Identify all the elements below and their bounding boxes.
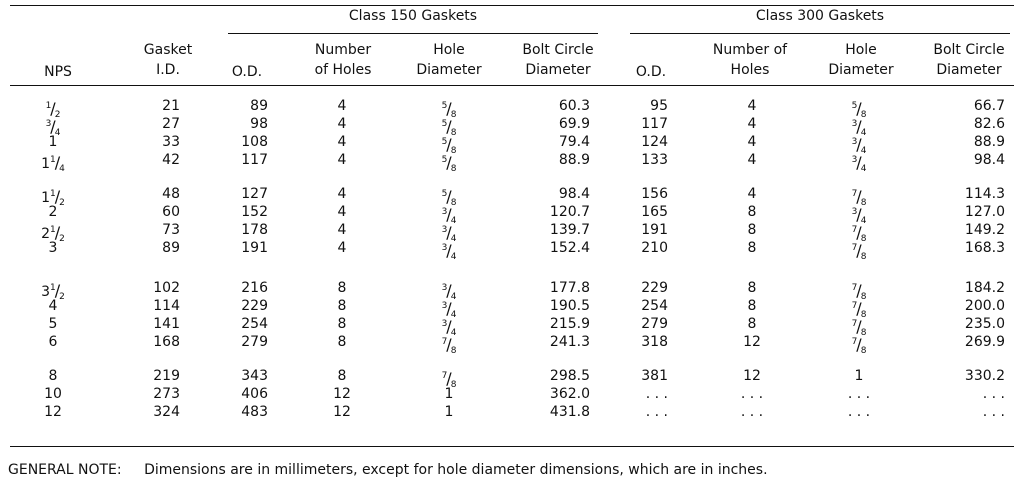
cell-gasket-id: 42: [162, 152, 180, 168]
col-header-bolt-circle-150: Bolt Circle Diameter: [522, 42, 594, 78]
cell-bolt-circle-150: 298.5: [549, 368, 590, 384]
cell-gasket-id: 73: [162, 222, 180, 238]
cell-od-300: 381: [641, 368, 668, 384]
cell-od-150: 406: [241, 386, 268, 402]
col-header-num-holes-150: Number of Holes: [314, 42, 372, 78]
cell-num-holes-150: 4: [337, 116, 347, 132]
cell-nps: 4: [48, 298, 58, 314]
general-note: [8, 462, 768, 478]
fraction: $^7/_8$: [441, 369, 457, 390]
cell-bolt-circle-150: 98.4: [558, 186, 590, 202]
fraction: $^3/_4$: [851, 117, 867, 138]
cell-nps: $1^1/_4$: [28, 151, 78, 178]
cell-od-300: . . .: [645, 386, 668, 402]
cell-gasket-id: 102: [153, 280, 180, 296]
fraction: $^7/_8$: [851, 223, 867, 244]
cell-nps: 1: [48, 134, 58, 150]
cell-hole-dia-300: [834, 239, 884, 266]
cell-num-holes-300: 8: [747, 240, 757, 256]
fraction: $^1/_2$: [45, 99, 61, 120]
cell-hole-dia-150: 1: [444, 404, 454, 420]
group-rule-class150: [228, 33, 598, 34]
cell-od-150: 229: [241, 298, 268, 314]
cell-bolt-circle-150: 120.7: [549, 204, 590, 220]
fraction: $^7/_8$: [851, 317, 867, 338]
col-header-bolt-circle-300: Bolt Circle Diameter: [933, 42, 1005, 78]
cell-hole-dia-150: [424, 151, 474, 178]
cell-gasket-id: 141: [153, 316, 180, 332]
cell-od-300: 229: [641, 280, 668, 296]
fraction: $^3/_4$: [441, 223, 457, 244]
fraction: $^7/_8$: [851, 335, 867, 356]
cell-gasket-id: 21: [162, 98, 180, 114]
col-header-od-150: O.D.: [231, 64, 263, 80]
cell-num-holes-300: 8: [747, 298, 757, 314]
cell-bolt-circle-150: 69.9: [558, 116, 590, 132]
fraction: $^7/_8$: [851, 241, 867, 262]
cell-nps: $3^1/_2$: [28, 279, 78, 306]
fraction: $^5/_8$: [441, 153, 457, 174]
cell-num-holes-150: 8: [337, 334, 347, 350]
cell-bolt-circle-150: 60.3: [558, 98, 590, 114]
cell-num-holes-300: 8: [747, 222, 757, 238]
col-header-gasket-id: Gasket I.D.: [143, 42, 193, 78]
fraction: $^1/_2$: [50, 187, 65, 208]
fraction: $^3/_4$: [441, 317, 457, 338]
cell-bolt-circle-300: 269.9: [964, 334, 1005, 350]
cell-num-holes-150: 4: [337, 222, 347, 238]
fraction: $^5/_8$: [441, 117, 457, 138]
cell-bolt-circle-150: 190.5: [549, 298, 590, 314]
cell-bolt-circle-300: 66.7: [973, 98, 1005, 114]
cell-num-holes-150: 8: [337, 368, 347, 384]
col-header-od-300: O.D.: [635, 64, 667, 80]
fraction: $^3/_4$: [441, 281, 457, 302]
cell-od-150: 279: [241, 334, 268, 350]
cell-nps: 5: [48, 316, 58, 332]
cell-num-holes-300: 4: [747, 134, 757, 150]
fraction: $^7/_8$: [851, 187, 867, 208]
cell-bolt-circle-300: 149.2: [964, 222, 1005, 238]
cell-bolt-circle-150: 88.9: [558, 152, 590, 168]
cell-od-300: 191: [641, 222, 668, 238]
fraction: $^3/_4$: [45, 117, 61, 138]
cell-nps: $1^1/_2$: [28, 185, 78, 212]
fraction: $^7/_8$: [851, 281, 867, 302]
cell-nps: 6: [48, 334, 58, 350]
cell-num-holes-300: 4: [747, 116, 757, 132]
cell-num-holes-150: 4: [337, 186, 347, 202]
fraction: $^3/_4$: [441, 299, 457, 320]
fraction: $^1/_2$: [50, 223, 65, 244]
fraction: $^1/_4$: [50, 153, 65, 174]
cell-nps: 2: [48, 204, 58, 220]
cell-num-holes-150: 12: [333, 404, 351, 420]
cell-od-300: 279: [641, 316, 668, 332]
fraction: $^7/_8$: [441, 335, 457, 356]
cell-od-150: 254: [241, 316, 268, 332]
cell-nps: 8: [48, 368, 58, 384]
cell-num-holes-300: 4: [747, 152, 757, 168]
fraction: $^5/_8$: [851, 99, 867, 120]
cell-num-holes-300: 4: [747, 98, 757, 114]
col-header-hole-dia-300: Hole Diameter: [828, 42, 894, 78]
table-bottom-rule: [10, 446, 1014, 447]
col-header-nps: NPS: [44, 64, 72, 80]
cell-bolt-circle-300: 168.3: [964, 240, 1005, 256]
cell-num-holes-300: 12: [743, 368, 761, 384]
cell-od-300: 124: [641, 134, 668, 150]
cell-nps: $2^1/_2$: [28, 221, 78, 248]
cell-gasket-id: 114: [153, 298, 180, 314]
cell-od-150: 117: [241, 152, 268, 168]
col-header-hole-dia-150: Hole Diameter: [416, 42, 482, 78]
cell-num-holes-300: 8: [747, 204, 757, 220]
fraction: $^3/_4$: [851, 153, 867, 174]
cell-hole-dia-150: [424, 333, 474, 360]
fraction: $^5/_8$: [441, 135, 457, 156]
cell-bolt-circle-150: 362.0: [549, 386, 590, 402]
cell-bolt-circle-300: 88.9: [973, 134, 1005, 150]
cell-gasket-id: 89: [162, 240, 180, 256]
cell-od-300: 156: [641, 186, 668, 202]
fraction: $^3/_4$: [851, 205, 867, 226]
cell-bolt-circle-150: 215.9: [549, 316, 590, 332]
cell-gasket-id: 33: [162, 134, 180, 150]
cell-od-150: 108: [241, 134, 268, 150]
cell-bolt-circle-150: 152.4: [549, 240, 590, 256]
fraction: $^5/_8$: [441, 187, 457, 208]
cell-num-holes-150: 4: [337, 152, 347, 168]
cell-od-300: 254: [641, 298, 668, 314]
cell-num-holes-150: 8: [337, 316, 347, 332]
cell-od-300: 117: [641, 116, 668, 132]
cell-bolt-circle-300: 127.0: [964, 204, 1005, 220]
cell-num-holes-300: 8: [747, 280, 757, 296]
group-header-class300: Class 300 Gaskets: [755, 8, 885, 24]
cell-bolt-circle-150: 139.7: [549, 222, 590, 238]
cell-num-holes-150: 4: [337, 240, 347, 256]
cell-nps: 10: [44, 386, 62, 402]
cell-num-holes-150: 12: [333, 386, 351, 402]
cell-od-300: 165: [641, 204, 668, 220]
cell-od-150: 343: [241, 368, 268, 384]
general-note-label: GENERAL NOTE:: [8, 462, 122, 478]
cell-hole-dia-300: [834, 151, 884, 178]
cell-od-300: 210: [641, 240, 668, 256]
cell-od-150: 89: [250, 98, 268, 114]
cell-gasket-id: 48: [162, 186, 180, 202]
cell-bolt-circle-150: 79.4: [558, 134, 590, 150]
cell-od-150: 191: [241, 240, 268, 256]
cell-num-holes-300: 8: [747, 316, 757, 332]
fraction: $^5/_8$: [441, 99, 457, 120]
general-note-text: Dimensions are in millimeters, except for hole diameter dimensions, which are in inches.: [144, 462, 768, 478]
group-rule-class300: [630, 33, 1010, 34]
cell-num-holes-150: 4: [337, 204, 347, 220]
table-top-rule: [10, 5, 1014, 6]
cell-hole-dia-300: . . .: [847, 386, 871, 402]
cell-bolt-circle-150: 177.8: [549, 280, 590, 296]
cell-num-holes-300: 12: [743, 334, 761, 350]
cell-hole-dia-150: 1: [444, 386, 454, 402]
fraction: $^3/_4$: [441, 205, 457, 226]
cell-gasket-id: 324: [153, 404, 180, 420]
cell-num-holes-300: . . .: [740, 404, 764, 420]
cell-hole-dia-300: . . .: [847, 404, 871, 420]
cell-od-150: 483: [241, 404, 268, 420]
fraction: $^7/_8$: [851, 299, 867, 320]
cell-nps: 12: [44, 404, 62, 420]
cell-nps: 3: [48, 240, 58, 256]
cell-od-150: 152: [241, 204, 268, 220]
cell-bolt-circle-300: 184.2: [964, 280, 1005, 296]
cell-gasket-id: 219: [153, 368, 180, 384]
group-header-class150: Class 150 Gaskets: [348, 8, 478, 24]
cell-hole-dia-150: [424, 239, 474, 266]
cell-bolt-circle-300: 82.6: [973, 116, 1005, 132]
cell-num-holes-150: 8: [337, 298, 347, 314]
cell-gasket-id: 60: [162, 204, 180, 220]
cell-bolt-circle-300: . . .: [982, 386, 1005, 402]
cell-num-holes-150: 4: [337, 98, 347, 114]
fraction: $^3/_4$: [441, 241, 457, 262]
cell-od-150: 216: [241, 280, 268, 296]
cell-od-300: 318: [641, 334, 668, 350]
cell-od-300: 95: [650, 98, 668, 114]
cell-od-150: 127: [241, 186, 268, 202]
cell-od-150: 178: [241, 222, 268, 238]
cell-bolt-circle-150: 431.8: [549, 404, 590, 420]
cell-num-holes-300: . . .: [740, 386, 764, 402]
cell-gasket-id: 27: [162, 116, 180, 132]
header-bottom-rule: [10, 85, 1014, 86]
col-header-num-holes-300: Number of Holes: [712, 42, 788, 78]
fraction: $^1/_2$: [50, 281, 65, 302]
cell-bolt-circle-300: 235.0: [964, 316, 1005, 332]
cell-bolt-circle-300: 98.4: [973, 152, 1005, 168]
cell-gasket-id: 168: [153, 334, 180, 350]
cell-num-holes-150: 4: [337, 134, 347, 150]
cell-od-300: . . .: [645, 404, 668, 420]
cell-num-holes-150: 8: [337, 280, 347, 296]
cell-hole-dia-300: [834, 333, 884, 360]
cell-bolt-circle-300: 200.0: [964, 298, 1005, 314]
cell-bolt-circle-150: 241.3: [549, 334, 590, 350]
cell-od-300: 133: [641, 152, 668, 168]
cell-bolt-circle-300: 330.2: [964, 368, 1005, 384]
fraction: $^3/_4$: [851, 135, 867, 156]
cell-od-150: 98: [250, 116, 268, 132]
cell-bolt-circle-300: 114.3: [964, 186, 1005, 202]
cell-num-holes-300: 4: [747, 186, 757, 202]
cell-hole-dia-300: 1: [854, 368, 864, 384]
cell-bolt-circle-300: . . .: [982, 404, 1005, 420]
cell-gasket-id: 273: [153, 386, 180, 402]
